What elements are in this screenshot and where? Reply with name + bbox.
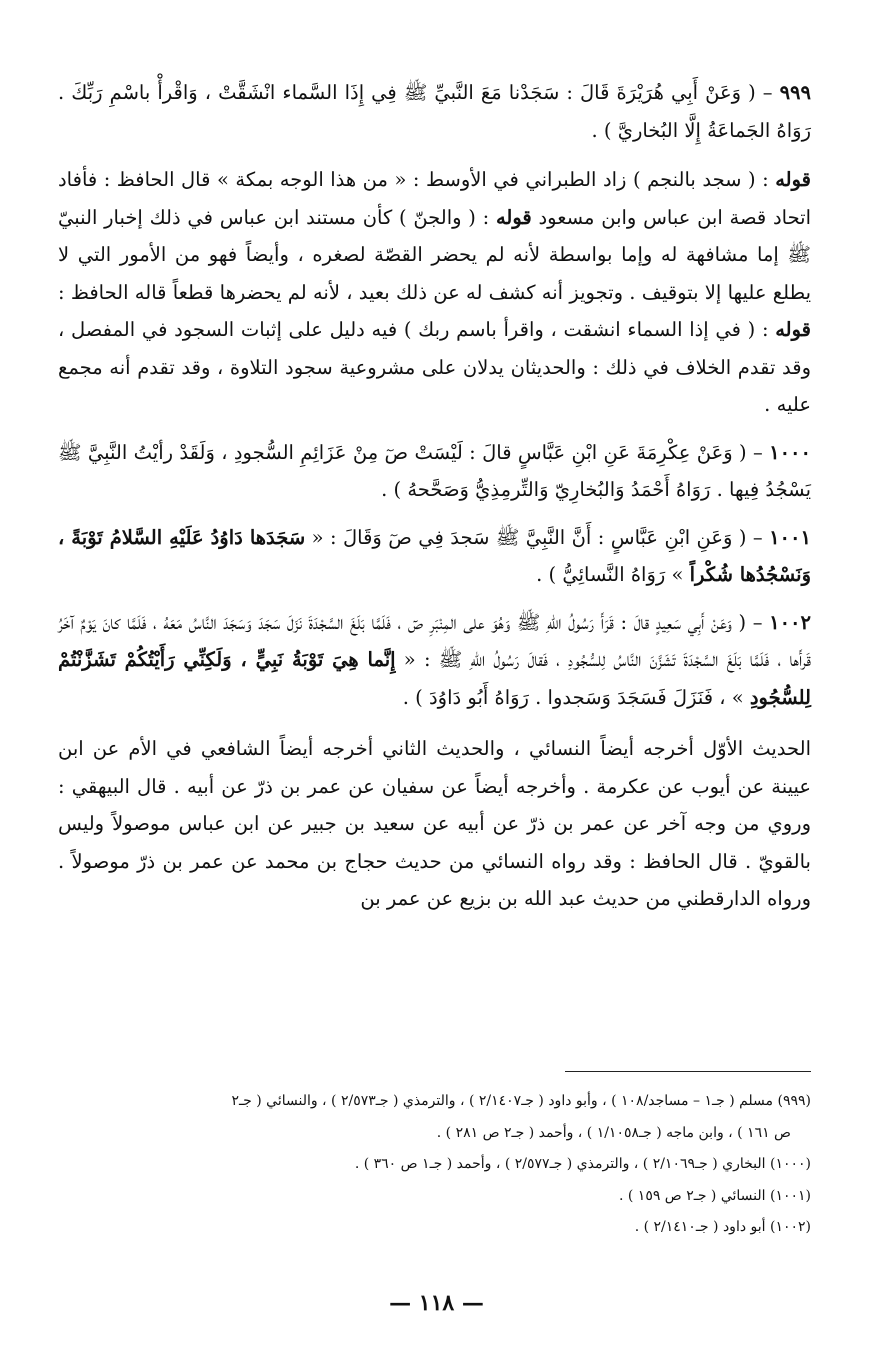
- hadith-text: » رَوَاهُ النَّسائِيُّ ) .: [536, 563, 690, 586]
- keyword-qawluhu: قوله: [775, 318, 811, 341]
- hadith-1000: [58, 434, 811, 509]
- hadith-999: [58, 74, 811, 149]
- footnote: (١٠٠٢) أبو داود ( جـ٢/١٤١٠ ) .: [634, 1219, 811, 1235]
- commentary-text: : ( في إذا السماء انشقت ، واقرأ باسم ربك ) فيه دليل على إثبات السجود في المفصل ، وقد تقدم الخلاف في ذلك : والحديثان يدلان على مشروعية سجود التلاوة ، وقد تقدم أنه مجمع عليه .: [58, 318, 811, 416]
- hadith-text: – ( وَعَنْ عِكْرِمَةَ عَنِ ابْنِ عَبَّاسٍ قالَ : لَيْسَتْ صٓ مِنْ عَزَائِمِ السُّجودِ ، وَلَقَدْ رأيْتُ النَّبِيَّ ﷺ يَسْجُدُ فِيها . رَوَاهُ أَحْمَدُ وَالبُخارِيّ وَالتِّرمِذِيُّ وَصَحَّحهُ ) .: [58, 440, 811, 501]
- commentary-text: : ( سجد بالنجم ) زاد الطبراني في الأوسط : « من هذا الوجه بمكة » قال الحافظ : فأفاد اتحاد قصة ابن عباس وابن مسعود: [58, 168, 811, 229]
- footnote: (٩٩٩) مسلم ( جـ١ – مساجد/١٠٨ ) ، وأبو داود ( جـ٢/١٤٠٧ ) ، والترمذي ( جـ٢/٥٧٣ ) ، والنسائي ( جـ٢: [231, 1093, 811, 1109]
- keyword-qawluhu: قوله: [775, 168, 811, 191]
- hadith-text: » ، فَنَزَلَ فَسَجَدَ وَسَجدوا . رَوَاهُ أَبُو دَاوُدَ ) .: [402, 685, 750, 709]
- hadith-1001: [58, 519, 811, 594]
- footnote: (١٠٠١) النسائي ( جـ٢ ص ١٥٩ ) .: [618, 1187, 811, 1204]
- hadith-number: ١٠٠١: [769, 525, 811, 549]
- commentary-paragraph: [58, 161, 811, 424]
- commentary-text: : ( والجنّ ) كأن مستند ابن عباس في ذلك إخبار النبيّ ﷺ إما مشافهة له وإما بواسطة لأنه لم يحضر القصّة لصغره ، وأيضاً فهو من الأمور التي لا يطلع عليها إلا بتوقيف . وتجويز أنه كشف له عن ذلك بعيد ، لأنه لم يحضرها قطعاً قاله الحافظ :: [58, 205, 811, 304]
- hadith-number: ٩٩٩: [779, 81, 811, 104]
- footnote-divider: [565, 1071, 811, 1072]
- commentary-paragraph: الحديث الأوّل أخرجه أيضاً النسائي ، والحديث الثاني أخرجه أيضاً الشافعي في الأم عن ابن عيينة عن أيوب عن عكرمة . وأخرجه أيضاً عن سفيان عن عمر بن ذرّ عن أبيه . قال البيهقي : وروي من وجه آخر عن عمر بن ذرّ عن أبيه عن سعيد بن جبير عن ابن عباس موصولاً وليس بالقويّ . قال الحافظ : وقد رواه النسائي من حديث حجاج بن محمد عن عمر بن ذرّ موصولاً . ورواه الدارقطني من حديث عبد الله بن بزيع عن عمر بن: [58, 737, 811, 910]
- footnote: (١٠٠٠) البخاري ( جـ٢/١٠٦٩ ) ، والترمذي ( جـ٢/٥٧٧ ) ، وأحمد ( جـ١ ص ٣٦٠ ) .: [354, 1156, 811, 1172]
- hadith-number: ١٠٠٠: [769, 440, 811, 464]
- footnote-continuation: ص ١٦١ ) ، وابن ماجه ( جـ١/١٠٥٨ ) ، وأحمد ( جـ٢ ص ٢٨١ ) .: [436, 1124, 791, 1141]
- footnotes: [58, 1086, 811, 1244]
- prophetic-quote: سَجَدَها دَاوُدُ عَلَيْهِ السَّلامُ تَوْبَةً ، وَنَسْجُدُها شُكْراً: [58, 525, 811, 586]
- prophetic-quote: إِنَّما هِيَ تَوْبَةُ نَبِيٍّ ، وَلَكِنِّي رَأَيْتُكُمْ تَشَزَّنْتُمْ لِلسُّجُودِ: [58, 648, 811, 709]
- hadith-text: – ( وَعَنِ ابْنِ عَبَّاسٍ : أَنَّ النَّبِيَّ ﷺ سَجدَ فِي صٓ وَقَالَ : «: [305, 525, 770, 549]
- hadith-number: ١٠٠٢: [769, 610, 811, 634]
- hadith-1002: [58, 604, 811, 717]
- hadith-text: – ( وَعَنْ أَبِي هُرَيْرَةَ قَالَ : سَجَدْنا مَعَ النَّبيِّ ﷺ فِي إِذَا السَّماء انْشَقَّتْ ، وَاقْرأْ باسْمِ رَبِّكَ . رَوَاهُ الجَماعَةُ إِلَّا البُخاريَّ ) .: [58, 81, 811, 142]
- hadith-text: – ( وَعَنْ أَبِي سَعِيدٍ قالَ : قَرَأَ رَسُولُ اللهِ ﷺ وَهُوَ على المِنْبَرِ صٓ ، فَلَمَّا بَلَغَ السَّجْدَةَ نَزَلَ سَجَدَ وَسَجَدَ النَّاسُ مَعَهُ ، فَلَمَّا كانَ يَوْمٌ آخَرُ قَرأَها ، فَلَمَّا بَلَغَ السَّجْدَةَ تَشَزَّنَ النَّاسُ لِلسُّجُودِ ، فَقالَ رَسُولُ اللهِ ﷺ : «: [58, 610, 812, 671]
- page-number: — ١١٨ —: [389, 1290, 484, 1316]
- keyword-qawluhu: قوله: [495, 205, 532, 229]
